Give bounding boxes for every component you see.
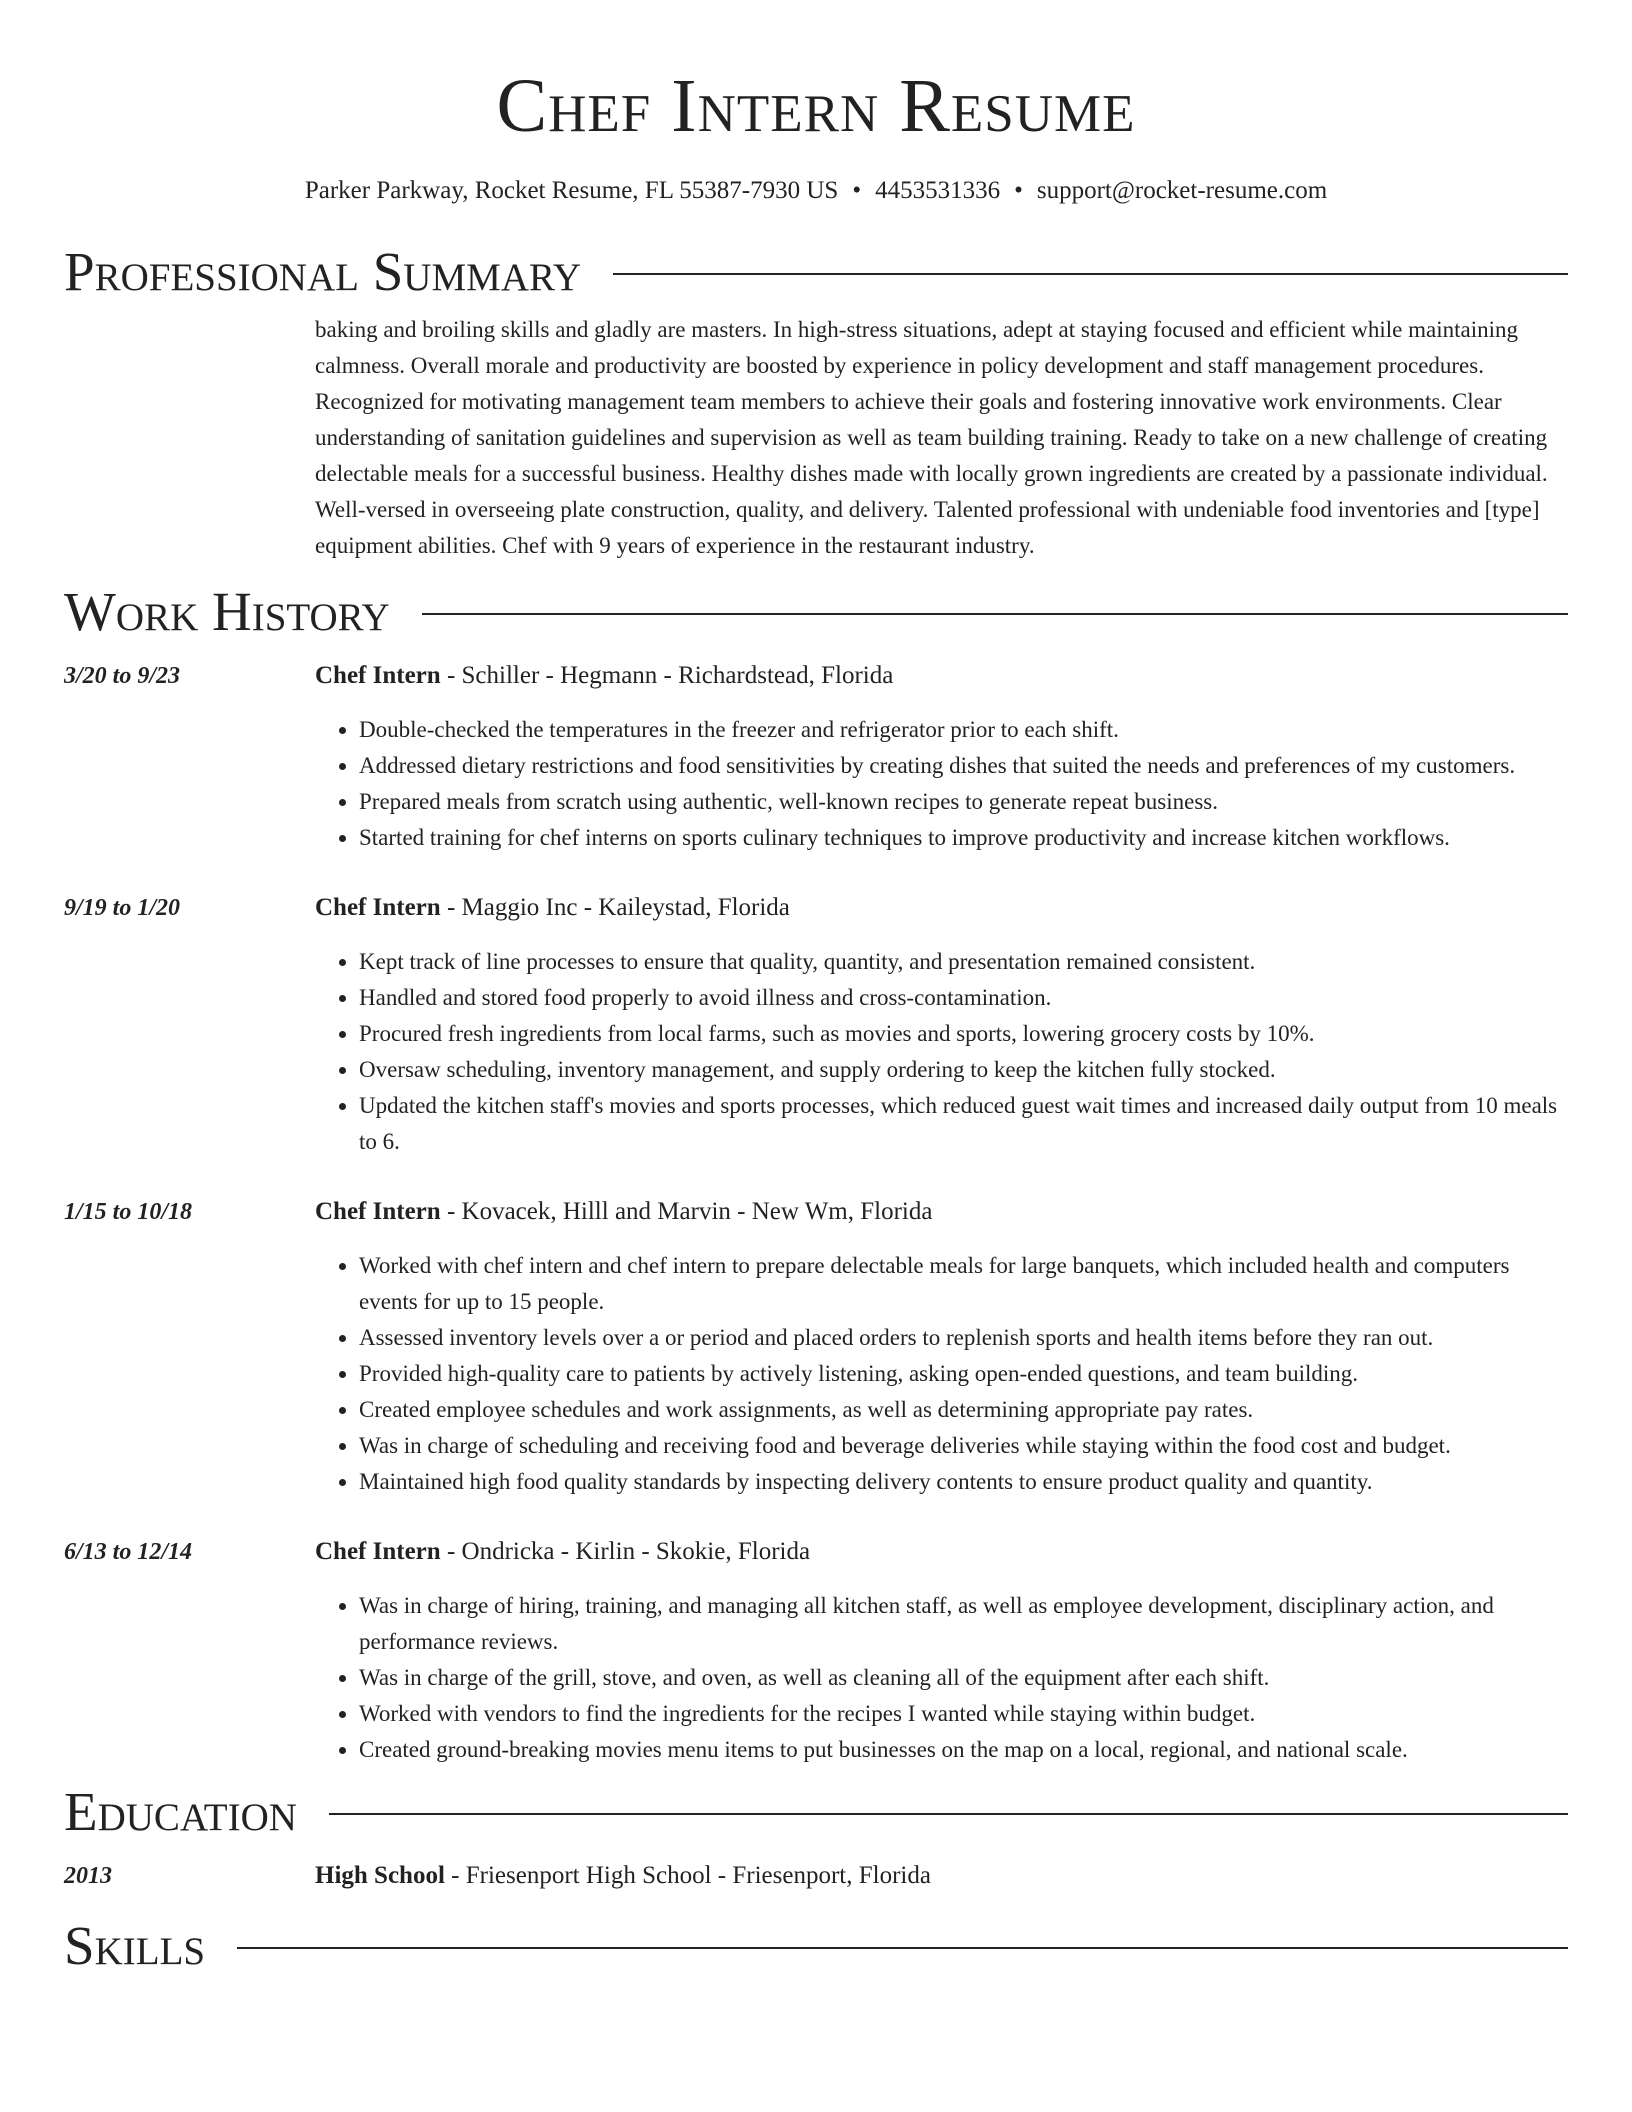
job-bullet: • Created employee schedules and work assignments, as well as determining appropriate pay rates. (359, 1392, 1568, 1428)
contact-line (64, 176, 1568, 206)
job-bullet: • Was in charge of the grill, stove, and oven, as well as cleaning all of the equipment after each shift. (359, 1660, 1568, 1696)
job-role: Chef Intern (315, 662, 441, 689)
job-bullet: • Was in charge of hiring, training, and managing all kitchen staff, as well as employee development, disciplinary action, and performance reviews. (359, 1588, 1568, 1660)
education-degree: High School (315, 1862, 445, 1889)
job-role: Chef Intern (315, 894, 441, 921)
job-bullets (315, 1248, 1568, 1500)
job-bullet: • Was in charge of scheduling and receiving food and beverage deliveries while staying within the food cost and budget. (359, 1428, 1568, 1464)
job-bullet: • Assessed inventory levels over a or period and placed orders to replenish sports and health items before they ran out. (359, 1320, 1568, 1356)
job-details: - Schiller - Hegmann - Richardstead, Florida (440, 662, 894, 689)
job-bullet: • Started training for chef interns on sports culinary techniques to improve productivity and increase kitchen workflows. (359, 820, 1568, 856)
resume-title: Chef Intern Resume (496, 64, 1136, 148)
contact-email: support@rocket-resume.com (1036, 177, 1328, 204)
job-dates: 9/19 to 1/20 (64, 895, 181, 921)
job-bullet: • Worked with vendors to find the ingredients for the recipes I wanted while staying within budget. (359, 1696, 1568, 1732)
job-bullet: • Prepared meals from scratch using authentic, well-known recipes to generate repeat business. (359, 784, 1568, 820)
job-entry (64, 658, 1568, 856)
job-heading (315, 1194, 1568, 1230)
job-bullet: • Handled and stored food properly to avoid illness and cross-contamination. (359, 980, 1568, 1016)
job-bullet: • Updated the kitchen staff's movies and sports processes, which reduced guest wait times and increased daily output from 10 meals to 6. (359, 1088, 1568, 1160)
resume-page (64, 0, 1568, 1978)
education-dates: 2013 (64, 1863, 112, 1889)
job-bullet: • Double-checked the temperatures in the freezer and refrigerator prior to each shift. (359, 712, 1568, 748)
job-bullet: • Maintained high food quality standards by inspecting delivery contents to ensure product quality and quantity. (359, 1464, 1568, 1500)
contact-address: Parker Parkway, Rocket Resume, FL 55387-7930 US (304, 177, 839, 204)
job-details: - Maggio Inc - Kaileystad, Florida (440, 894, 790, 921)
job-details: - Ondricka - Kirlin - Skokie, Florida (440, 1538, 811, 1565)
skills-heading (64, 1914, 1568, 1978)
section-divider (237, 1947, 1568, 1949)
job-dates: 6/13 to 12/14 (64, 1539, 193, 1565)
education-entry (64, 1858, 1568, 1894)
skills-heading-text: Skills (64, 1915, 206, 1976)
education-heading-text: Education (64, 1781, 297, 1842)
section-divider (613, 273, 1568, 275)
job-entry (64, 1194, 1568, 1500)
job-entry (64, 890, 1568, 1160)
contact-separator: • (852, 177, 862, 204)
job-role: Chef Intern (315, 1538, 441, 1565)
education-heading (64, 1780, 1568, 1844)
job-bullet: • Created ground-breaking movies menu items to put businesses on the map on a local, regional, and national scale. (359, 1732, 1568, 1768)
section-divider (329, 1813, 1568, 1815)
work-history-heading-text: Work History (64, 581, 390, 642)
contact-phone: 4453531336 (875, 177, 1001, 204)
job-details: - Kovacek, Hilll and Marvin - New Wm, Florida (440, 1198, 933, 1225)
job-entry (64, 1534, 1568, 1768)
job-bullet: • Oversaw scheduling, inventory management, and supply ordering to keep the kitchen fully stocked. (359, 1052, 1568, 1088)
job-bullet: • Addressed dietary restrictions and food sensitivities by creating dishes that suited the needs and preferences of my customers. (359, 748, 1568, 784)
summary-text: baking and broiling skills and gladly are masters. In high-stress situations, adept at staying focused and efficient while maintaining calmness. Overall morale and productivity are boosted by experience in policy development and staff management procedures. Recognized for motivating management team members to achieve their goals and fostering innovative work environments. Clear understanding of sanitation guidelines and supervision as well as team building training. Ready to take on a new challenge of creating delectable meals for a successful business. Healthy dishes made with locally grown ingredients are created by a passionate individual. Well-versed in overseeing plate construction, quality, and delivery. Talented professional with undeniable food inventories and [type] equipment abilities. Chef with 9 years of experience in the restaurant industry. (315, 317, 1548, 558)
summary-heading-text: Professional Summary (64, 241, 582, 302)
job-heading (315, 1534, 1568, 1570)
education-heading-line (315, 1858, 1568, 1894)
section-divider (422, 613, 1568, 615)
job-bullet: • Procured fresh ingredients from local farms, such as movies and sports, lowering grocery costs by 10%. (359, 1016, 1568, 1052)
summary-heading (64, 240, 1568, 304)
job-bullet: • Kept track of line processes to ensure that quality, quantity, and presentation remained consistent. (359, 944, 1568, 980)
education-details: - Friesenport High School - Friesenport, Florida (444, 1862, 931, 1889)
job-dates: 3/20 to 9/23 (64, 663, 181, 689)
job-bullets (315, 944, 1568, 1160)
contact-separator: • (1014, 177, 1023, 204)
job-heading (315, 890, 1568, 926)
job-role: Chef Intern (315, 1198, 441, 1225)
job-bullets (315, 1588, 1568, 1768)
job-bullets (315, 712, 1568, 856)
job-heading (315, 658, 1568, 694)
work-history-heading (64, 580, 1568, 644)
job-dates: 1/15 to 10/18 (64, 1199, 193, 1225)
job-bullet: • Worked with chef intern and chef intern to prepare delectable meals for large banquets, which included health and computers events for up to 15 people. (359, 1248, 1568, 1320)
job-bullet: • Provided high-quality care to patients by actively listening, asking open-ended questions, and team building. (359, 1356, 1568, 1392)
